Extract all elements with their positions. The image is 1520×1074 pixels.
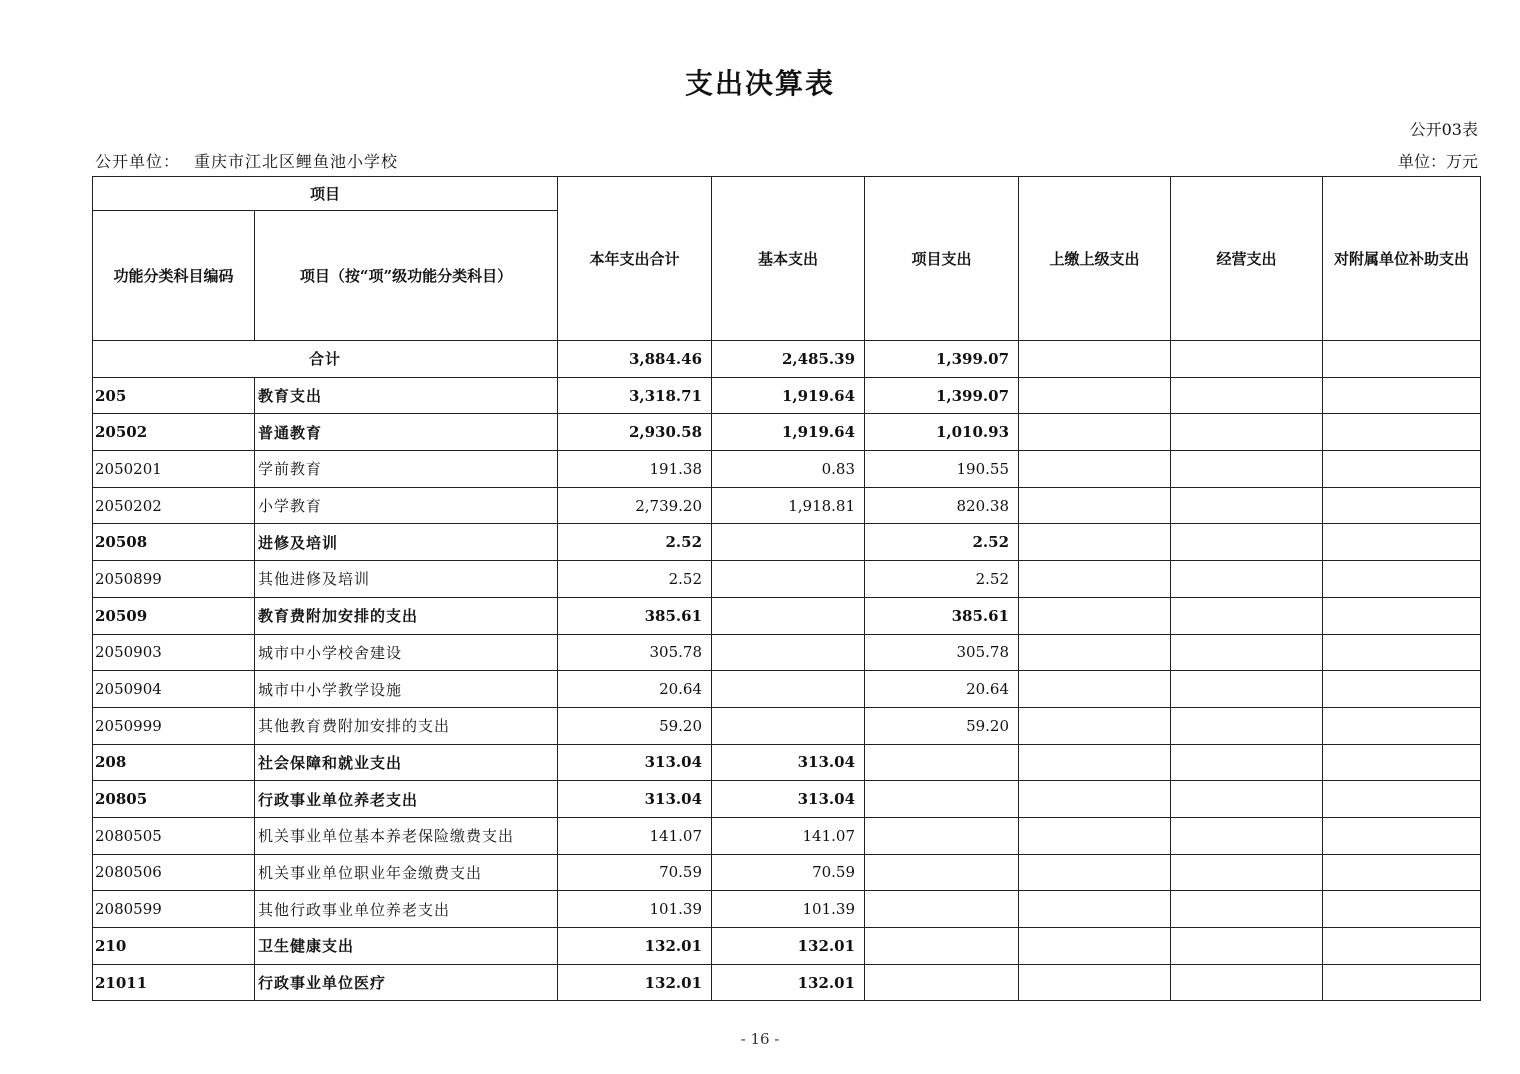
cell-business [1171,634,1323,671]
cell-upper [1019,964,1171,1001]
sum-total: 3,884.46 [558,341,712,378]
cell-total: 191.38 [558,451,712,488]
cell-project: 2.52 [865,561,1019,598]
reporting-unit-label: 公开单位： [95,152,181,171]
cell-code: 2080505 [93,817,255,854]
table-row [93,781,1481,818]
table-row [93,707,1481,744]
cell-business [1171,561,1323,598]
table-row [93,487,1481,524]
sum-label: 合计 [93,341,558,378]
cell-name: 教育支出 [255,377,558,414]
cell-business [1171,891,1323,928]
cell-code: 2080506 [93,854,255,891]
cell-subsidy [1323,561,1481,598]
cell-upper [1019,377,1171,414]
table-row [93,597,1481,634]
cell-project: 59.20 [865,707,1019,744]
cell-basic: 313.04 [712,744,865,781]
cell-upper [1019,891,1171,928]
header-project: 项目支出 [865,177,1019,341]
cell-business [1171,671,1323,708]
cell-total: 132.01 [558,928,712,965]
cell-project: 1,399.07 [865,377,1019,414]
header-total: 本年支出合计 [558,177,712,341]
cell-name: 教育费附加安排的支出 [255,597,558,634]
table-number: 公开03表 [1409,120,1478,139]
cell-total: 132.01 [558,964,712,1001]
cell-total: 313.04 [558,744,712,781]
cell-total: 2.52 [558,561,712,598]
cell-basic: 313.04 [712,781,865,818]
cell-name: 机关事业单位基本养老保险缴费支出 [255,817,558,854]
cell-subsidy [1323,891,1481,928]
page-number: - 16 - [740,1030,780,1048]
table-row [93,634,1481,671]
cell-basic: 1,919.64 [712,414,865,451]
table-row [93,561,1481,598]
cell-subsidy [1323,597,1481,634]
sum-basic: 2,485.39 [712,341,865,378]
cell-total: 59.20 [558,707,712,744]
cell-business [1171,377,1323,414]
cell-business [1171,744,1323,781]
header-business: 经营支出 [1171,177,1323,341]
cell-upper [1019,707,1171,744]
cell-project: 305.78 [865,634,1019,671]
cell-name: 小学教育 [255,487,558,524]
cell-upper [1019,487,1171,524]
cell-subsidy [1323,854,1481,891]
sum-business [1171,341,1323,378]
cell-basic: 132.01 [712,964,865,1001]
cell-project: 20.64 [865,671,1019,708]
cell-business [1171,487,1323,524]
cell-name: 城市中小学教学设施 [255,671,558,708]
cell-subsidy [1323,964,1481,1001]
cell-total: 305.78 [558,634,712,671]
cell-subsidy [1323,744,1481,781]
cell-name: 社会保障和就业支出 [255,744,558,781]
cell-code: 2080599 [93,891,255,928]
cell-code: 208 [93,744,255,781]
sum-subsidy [1323,341,1481,378]
cell-business [1171,817,1323,854]
cell-basic [712,597,865,634]
cell-subsidy [1323,707,1481,744]
cell-project [865,928,1019,965]
table-row [93,524,1481,561]
cell-upper [1019,597,1171,634]
cell-business [1171,597,1323,634]
reporting-unit [95,149,398,172]
cell-total: 313.04 [558,781,712,818]
cell-code: 2050899 [93,561,255,598]
cell-code: 21011 [93,964,255,1001]
cell-business [1171,414,1323,451]
cell-business [1171,928,1323,965]
table-row [93,744,1481,781]
header-item: 项目 [93,177,558,211]
header-upper: 上缴上级支出 [1019,177,1171,341]
cell-basic: 1,918.81 [712,487,865,524]
cell-project [865,817,1019,854]
cell-code: 20805 [93,781,255,818]
cell-upper [1019,928,1171,965]
money-unit: 单位：万元 [1397,152,1478,171]
cell-code: 205 [93,377,255,414]
cell-name: 其他行政事业单位养老支出 [255,891,558,928]
cell-basic [712,561,865,598]
cell-project [865,744,1019,781]
cell-code: 2050202 [93,487,255,524]
cell-subsidy [1323,928,1481,965]
cell-subsidy [1323,817,1481,854]
cell-basic [712,707,865,744]
cell-code: 20509 [93,597,255,634]
cell-upper [1019,524,1171,561]
cell-basic: 101.39 [712,891,865,928]
cell-upper [1019,744,1171,781]
cell-upper [1019,561,1171,598]
cell-business [1171,524,1323,561]
cell-subsidy [1323,414,1481,451]
cell-code: 210 [93,928,255,965]
cell-business [1171,707,1323,744]
page-title: 支出决算表 [684,67,835,100]
sum-row [93,341,1481,378]
cell-upper [1019,414,1171,451]
sum-upper [1019,341,1171,378]
cell-subsidy [1323,524,1481,561]
cell-total: 385.61 [558,597,712,634]
expenditure-table [92,176,1481,1001]
cell-project: 385.61 [865,597,1019,634]
cell-subsidy [1323,451,1481,488]
cell-name: 城市中小学校舍建设 [255,634,558,671]
cell-project: 2.52 [865,524,1019,561]
cell-code: 20508 [93,524,255,561]
cell-name: 卫生健康支出 [255,928,558,965]
cell-subsidy [1323,487,1481,524]
cell-basic: 1,919.64 [712,377,865,414]
cell-name: 普通教育 [255,414,558,451]
cell-code: 2050999 [93,707,255,744]
cell-project [865,854,1019,891]
cell-basic: 0.83 [712,451,865,488]
cell-total: 141.07 [558,817,712,854]
table-row [93,964,1481,1001]
table-row [93,451,1481,488]
header-subsidy: 对附属单位补助支出 [1323,177,1481,341]
cell-basic [712,524,865,561]
cell-project: 820.38 [865,487,1019,524]
table-row [93,671,1481,708]
cell-upper [1019,671,1171,708]
cell-project: 190.55 [865,451,1019,488]
cell-upper [1019,817,1171,854]
cell-business [1171,451,1323,488]
table-row [93,891,1481,928]
cell-code: 2050904 [93,671,255,708]
cell-total: 2.52 [558,524,712,561]
cell-total: 3,318.71 [558,377,712,414]
cell-name: 行政事业单位养老支出 [255,781,558,818]
cell-project: 1,010.93 [865,414,1019,451]
cell-project [865,891,1019,928]
cell-basic [712,671,865,708]
cell-upper [1019,451,1171,488]
cell-name: 其他教育费附加安排的支出 [255,707,558,744]
cell-name: 进修及培训 [255,524,558,561]
cell-basic: 70.59 [712,854,865,891]
cell-code: 2050201 [93,451,255,488]
table-row [93,414,1481,451]
cell-total: 2,739.20 [558,487,712,524]
header-name: 项目（按“项”级功能分类科目） [255,211,558,341]
cell-subsidy [1323,781,1481,818]
cell-upper [1019,781,1171,818]
reporting-unit-name: 重庆市江北区鲤鱼池小学校 [194,152,399,171]
header-basic: 基本支出 [712,177,865,341]
table-row [93,928,1481,965]
cell-name: 其他进修及培训 [255,561,558,598]
cell-total: 101.39 [558,891,712,928]
table-row [93,377,1481,414]
cell-total: 70.59 [558,854,712,891]
table-row [93,817,1481,854]
cell-business [1171,964,1323,1001]
table-row [93,854,1481,891]
cell-business [1171,854,1323,891]
cell-name: 学前教育 [255,451,558,488]
cell-project [865,964,1019,1001]
table-body [93,341,1481,1001]
cell-project [865,781,1019,818]
cell-subsidy [1323,377,1481,414]
cell-upper [1019,634,1171,671]
cell-total: 2,930.58 [558,414,712,451]
cell-name: 行政事业单位医疗 [255,964,558,1001]
cell-basic: 141.07 [712,817,865,854]
header-code: 功能分类科目编码 [93,211,255,341]
cell-subsidy [1323,671,1481,708]
cell-code: 2050903 [93,634,255,671]
cell-code: 20502 [93,414,255,451]
sum-project: 1,399.07 [865,341,1019,378]
cell-subsidy [1323,634,1481,671]
cell-total: 20.64 [558,671,712,708]
cell-basic [712,634,865,671]
cell-business [1171,781,1323,818]
cell-basic: 132.01 [712,928,865,965]
cell-upper [1019,854,1171,891]
cell-name: 机关事业单位职业年金缴费支出 [255,854,558,891]
